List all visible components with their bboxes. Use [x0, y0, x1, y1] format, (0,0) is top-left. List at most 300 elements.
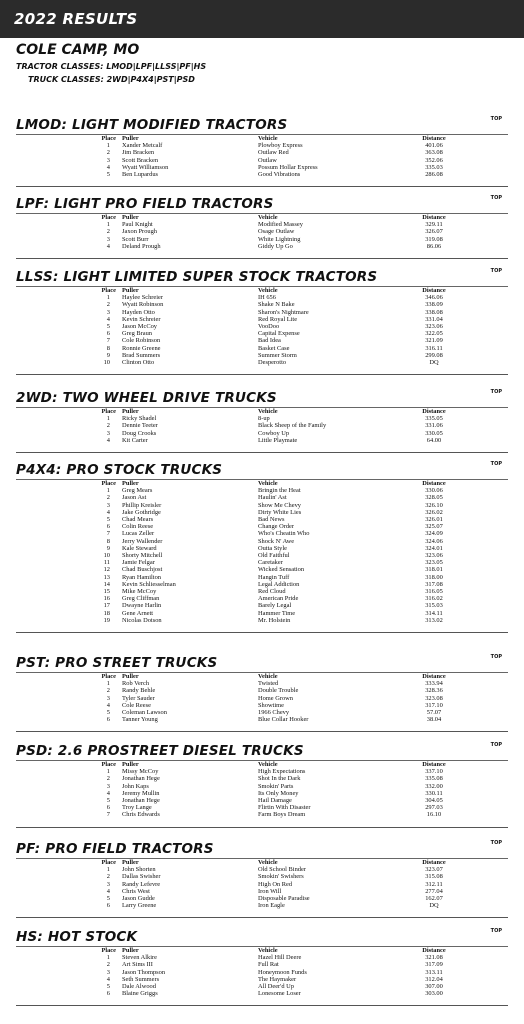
back-to-top-link[interactable]: TOP [490, 268, 502, 274]
table-row [16, 301, 508, 308]
vehicle-cell: Old Faithful [258, 552, 290, 560]
puller-cell: Haylee Schreier [122, 294, 163, 302]
vehicle-cell: Shock N' Awe [258, 537, 295, 545]
section-title: LLSS: LIGHT LIMITED SUPER STOCK TRACTORS [16, 269, 378, 285]
place-header: Place [101, 761, 116, 768]
vehicle-cell: Giddy Up Go [258, 242, 293, 250]
back-to-top-link[interactable]: TOP [490, 840, 502, 846]
vehicle-cell: Home Grown [258, 694, 293, 702]
results-table [16, 480, 508, 624]
distance-cell: 323.07 [425, 866, 443, 874]
vehicle-cell: Desperotto [258, 359, 287, 367]
distance-cell: 64.00 [426, 436, 442, 444]
results-section [0, 268, 524, 375]
distance-cell: 316.05 [425, 588, 443, 596]
spacer-cell [464, 709, 508, 716]
vehicle-cell: Basket Case [258, 344, 290, 352]
distance-cell: 326.01 [425, 516, 443, 524]
vehicle-cell: Capital Expense [258, 330, 300, 338]
spacer-cell [464, 352, 508, 359]
place-cell: 6 [106, 902, 110, 910]
table-row [16, 566, 508, 573]
spacer-cell [464, 415, 508, 422]
place-cell: 6 [106, 990, 110, 998]
puller-cell: Phillip Kreisler [122, 501, 162, 509]
vehicle-header: Vehicle [258, 408, 278, 415]
spacer-cell [464, 902, 508, 909]
spacer-cell [464, 761, 508, 768]
place-cell: 2 [106, 149, 110, 157]
section-title: 2WD: TWO WHEEL DRIVE TRUCKS [16, 390, 277, 406]
puller-cell: Jonathan Hege [122, 775, 160, 783]
section-bottom-rule [16, 186, 508, 187]
table-row [16, 316, 508, 323]
vehicle-cell: Smokin' Parts [258, 782, 294, 790]
table-row [16, 954, 508, 961]
table-header-row [16, 214, 508, 221]
puller-cell: Jamie Felgar [122, 559, 155, 567]
spacer-cell [464, 294, 508, 301]
spacer-cell [464, 502, 508, 509]
section-bottom-rule [16, 632, 508, 633]
back-to-top-link[interactable]: TOP [490, 195, 502, 201]
vehicle-cell: Disposable Paradise [258, 895, 310, 903]
vehicle-cell: Red Royal Lite [258, 315, 298, 323]
results-section [0, 840, 524, 918]
place-cell: 8 [106, 344, 110, 352]
vehicle-cell: Hangin Tuff [258, 573, 290, 581]
puller-cell: Jerry Wallender [122, 537, 163, 545]
distance-cell: 324.01 [425, 544, 443, 552]
back-to-top-link[interactable]: TOP [490, 389, 502, 395]
spacer-cell [464, 516, 508, 523]
table-row [16, 702, 508, 709]
vehicle-cell: Hammer Time [258, 609, 296, 617]
spacer-cell [464, 976, 508, 983]
distance-header: Distance [422, 673, 446, 680]
section-bottom-rule [16, 258, 508, 259]
puller-header: Puller [122, 287, 139, 294]
puller-header: Puller [122, 214, 139, 221]
table-row [16, 969, 508, 976]
place-cell: 3 [106, 880, 110, 888]
vehicle-cell: Summer Storm [258, 351, 297, 359]
vehicle-cell: Plowboy Express [258, 142, 303, 150]
distance-cell: 323.06 [425, 552, 443, 560]
event-location: COLE CAMP, MO [16, 42, 140, 58]
spacer-cell [464, 581, 508, 588]
place-cell: 2 [106, 228, 110, 236]
puller-cell: John Kaps [122, 782, 149, 790]
spacer-cell [464, 873, 508, 880]
distance-cell: 307.00 [425, 983, 443, 991]
table-row [16, 538, 508, 545]
spacer-cell [464, 716, 508, 723]
vehicle-cell: Little Playmate [258, 436, 298, 444]
distance-cell: 321.09 [425, 337, 443, 345]
table-row [16, 695, 508, 702]
puller-cell: Jake Gothridge [122, 508, 161, 516]
spacer-cell [464, 783, 508, 790]
vehicle-header: Vehicle [258, 214, 278, 221]
puller-cell: Clinton Otto [122, 359, 155, 367]
spacer-cell [464, 983, 508, 990]
puller-cell: Greg Braun [122, 330, 152, 338]
spacer-cell [464, 330, 508, 337]
distance-cell: 321.08 [425, 954, 443, 962]
place-cell: 18 [103, 609, 110, 617]
puller-cell: Gene Arnett [122, 609, 154, 617]
place-cell: 3 [106, 308, 110, 316]
place-cell: 3 [106, 235, 110, 243]
table-row [16, 430, 508, 437]
distance-header: Distance [422, 214, 446, 221]
table-row [16, 588, 508, 595]
spacer-cell [464, 859, 508, 866]
results-section [0, 928, 524, 1006]
table-row [16, 352, 508, 359]
table-row [16, 221, 508, 228]
distance-cell: 337.10 [425, 768, 443, 776]
truck-classes: TRUCK CLASSES: 2WD|P4X4|PST|PSD [28, 75, 195, 84]
distance-header: Distance [422, 480, 446, 487]
section-title: PSD: 2.6 PROSTREET DIESEL TRUCKS [16, 743, 304, 759]
results-table [16, 214, 508, 250]
spacer-cell [464, 171, 508, 178]
table-row [16, 976, 508, 983]
place-cell: 2 [106, 873, 110, 881]
puller-header: Puller [122, 761, 139, 768]
page-title: 2022 RESULTS [14, 10, 138, 28]
spacer-cell [464, 509, 508, 516]
puller-header: Puller [122, 947, 139, 954]
vehicle-cell: Possum Hollar Express [258, 163, 318, 171]
vehicle-cell: Shake N Bake [258, 301, 295, 309]
distance-header: Distance [422, 761, 446, 768]
puller-cell: Jaxon Prough [122, 228, 157, 236]
back-to-top-link[interactable]: TOP [490, 116, 502, 122]
table-row [16, 895, 508, 902]
distance-cell: 313.02 [425, 616, 443, 624]
table-row [16, 595, 508, 602]
table-row [16, 359, 508, 366]
spacer-cell [464, 345, 508, 352]
distance-cell: 322.05 [425, 330, 443, 338]
spacer-cell [464, 947, 508, 954]
table-row [16, 709, 508, 716]
distance-cell: 326.07 [425, 228, 443, 236]
distance-header: Distance [422, 859, 446, 866]
spacer-cell [464, 422, 508, 429]
vehicle-cell: Caretaker [258, 559, 283, 567]
distance-cell: 316.02 [425, 595, 443, 603]
section-bottom-rule [16, 827, 508, 828]
spacer-cell [464, 811, 508, 818]
table-row [16, 345, 508, 352]
spacer-cell [464, 702, 508, 709]
spacer-cell [464, 301, 508, 308]
distance-cell: 363.08 [425, 149, 443, 157]
place-cell: 7 [106, 811, 110, 819]
spacer-cell [464, 588, 508, 595]
distance-cell: 329.11 [425, 221, 443, 229]
distance-cell: 162.07 [425, 895, 443, 903]
section-bottom-rule [16, 374, 508, 375]
distance-cell: 313.11 [425, 968, 443, 976]
table-row [16, 716, 508, 723]
results-section [0, 461, 524, 633]
distance-cell: 38.04 [426, 716, 442, 724]
spacer-cell [464, 545, 508, 552]
place-cell: 9 [106, 544, 110, 552]
puller-cell: Jonathan Hege [122, 797, 160, 805]
place-cell: 17 [103, 602, 110, 610]
spacer-cell [464, 538, 508, 545]
table-row [16, 337, 508, 344]
distance-cell: 326.10 [425, 501, 443, 509]
table-row [16, 487, 508, 494]
place-cell: 5 [106, 983, 110, 991]
section-bottom-rule [16, 731, 508, 732]
vehicle-cell: High Expectations [258, 768, 306, 776]
distance-cell: 323.06 [425, 323, 443, 331]
distance-cell: 277.04 [425, 887, 443, 895]
place-cell: 4 [106, 701, 110, 709]
table-row [16, 790, 508, 797]
puller-cell: Kevin Schreier [122, 315, 161, 323]
place-header: Place [101, 214, 116, 221]
puller-cell: Wyatt Robinson [122, 301, 164, 309]
place-cell: 4 [106, 975, 110, 983]
spacer-cell [464, 236, 508, 243]
puller-cell: Tyler Sauder [122, 694, 155, 702]
vehicle-cell: Haulin' Ast [258, 494, 287, 502]
puller-cell: Deland Prough [122, 242, 161, 250]
place-header: Place [101, 408, 116, 415]
vehicle-cell: Old School Binder [258, 866, 306, 874]
distance-cell: 352.06 [425, 156, 443, 164]
puller-cell: Jeremy Mullin [122, 789, 160, 797]
distance-cell: 346.06 [425, 294, 443, 302]
spacer-cell [464, 437, 508, 444]
table-row [16, 309, 508, 316]
distance-cell: 57.07 [426, 709, 442, 717]
table-header-row [16, 287, 508, 294]
vehicle-header: Vehicle [258, 947, 278, 954]
table-row [16, 866, 508, 873]
vehicle-header: Vehicle [258, 673, 278, 680]
back-to-top-link[interactable]: TOP [490, 654, 502, 660]
distance-cell: 315.08 [425, 873, 443, 881]
distance-cell: 325.07 [425, 523, 443, 531]
table-header-row [16, 408, 508, 415]
puller-cell: Scott Bracken [122, 156, 159, 164]
place-cell: 4 [106, 242, 110, 250]
place-cell: 1 [106, 221, 110, 229]
puller-cell: Blaine Griggs [122, 990, 158, 998]
table-row [16, 552, 508, 559]
place-cell: 10 [103, 552, 110, 560]
vehicle-cell: Its Only Money [258, 789, 299, 797]
spacer-cell [464, 595, 508, 602]
distance-cell: 317.10 [425, 701, 443, 709]
table-row [16, 902, 508, 909]
puller-header: Puller [122, 480, 139, 487]
back-to-top-link[interactable]: TOP [490, 742, 502, 748]
puller-cell: Dwayne Harlin [122, 602, 162, 610]
vehicle-cell: Wicked Sensation [258, 566, 305, 574]
table-row [16, 323, 508, 330]
results-table [16, 761, 508, 819]
vehicle-cell: Shot In the Dark [258, 775, 301, 783]
vehicle-cell: Cowboy Up [258, 429, 290, 437]
puller-cell: Jason Ast [122, 494, 147, 502]
place-cell: 1 [106, 294, 110, 302]
spacer-cell [464, 680, 508, 687]
table-row [16, 768, 508, 775]
vehicle-cell: Farm Boys Dream [258, 811, 306, 819]
table-row [16, 559, 508, 566]
puller-cell: Steven Alkire [122, 954, 157, 962]
place-cell: 2 [106, 775, 110, 783]
puller-cell: Chris Edwards [122, 811, 160, 819]
distance-cell: 330.11 [425, 789, 443, 797]
puller-cell: Dennie Teeter [122, 422, 158, 430]
distance-cell: 16.10 [426, 811, 442, 819]
distance-cell: 333.94 [425, 680, 443, 688]
place-cell: 6 [106, 330, 110, 338]
puller-cell: Ronnie Greene [122, 344, 161, 352]
puller-cell: Jason McCoy [122, 323, 157, 331]
spacer-cell [464, 337, 508, 344]
distance-cell: 328.36 [425, 687, 443, 695]
table-row [16, 228, 508, 235]
back-to-top-link[interactable]: TOP [490, 928, 502, 934]
spacer-cell [464, 602, 508, 609]
distance-cell: 335.08 [425, 775, 443, 783]
place-cell: 4 [106, 887, 110, 895]
puller-cell: Ricky Shadel [122, 415, 157, 423]
table-row [16, 415, 508, 422]
spacer-cell [464, 990, 508, 997]
place-header: Place [101, 135, 116, 142]
distance-header: Distance [422, 287, 446, 294]
vehicle-cell: Twisted [258, 680, 279, 688]
vehicle-cell: Modified Massey [258, 221, 303, 229]
distance-cell: 338.09 [425, 301, 443, 309]
table-row [16, 502, 508, 509]
place-cell: 1 [106, 866, 110, 874]
vehicle-cell: Iron Will [258, 887, 282, 895]
place-cell: 5 [106, 516, 110, 524]
puller-cell: Kale Steward [122, 544, 157, 552]
table-row [16, 990, 508, 997]
place-cell: 3 [106, 429, 110, 437]
puller-cell: Rob Verch [122, 680, 150, 688]
distance-cell: 299.08 [425, 351, 443, 359]
spacer-cell [464, 895, 508, 902]
section-title: HS: HOT STOCK [16, 929, 138, 945]
puller-cell: Tanner Young [122, 716, 158, 724]
table-row [16, 164, 508, 171]
distance-cell: 316.11 [425, 344, 443, 352]
table-row [16, 149, 508, 156]
place-cell: 1 [106, 142, 110, 150]
puller-cell: John Shorten [122, 866, 156, 874]
puller-cell: Mike McCoy [122, 588, 157, 596]
table-row [16, 888, 508, 895]
vehicle-cell: 1966 Chevy [258, 709, 290, 717]
puller-cell: Cole Robinson [122, 337, 161, 345]
table-row [16, 574, 508, 581]
vehicle-cell: Good Vibrations [258, 171, 301, 179]
section-bottom-rule [16, 1005, 508, 1006]
vehicle-header: Vehicle [258, 480, 278, 487]
section-title: PF: PRO FIELD TRACTORS [16, 841, 214, 857]
puller-cell: Colin Reese [122, 523, 154, 531]
distance-cell: 323.05 [425, 559, 443, 567]
vehicle-cell: VooDoo [258, 323, 280, 331]
distance-cell: 330.06 [425, 487, 443, 495]
table-row [16, 797, 508, 804]
puller-cell: Dallas Swisher [122, 873, 161, 881]
table-row [16, 545, 508, 552]
spacer-cell [464, 214, 508, 221]
vehicle-cell: Showtime [258, 701, 284, 709]
spacer-cell [464, 228, 508, 235]
spacer-cell [464, 316, 508, 323]
distance-cell: 401.06 [425, 142, 443, 150]
results-table [16, 408, 508, 444]
puller-cell: Lucas Zeller [122, 530, 155, 538]
distance-cell: 297.03 [425, 804, 443, 812]
vehicle-cell: Bad Idea [258, 337, 281, 345]
vehicle-cell: Show Me Chevy [258, 501, 301, 509]
class-list [16, 60, 524, 86]
puller-cell: Nicolas Dotson [122, 616, 162, 624]
spacer-cell [464, 243, 508, 250]
table-row [16, 602, 508, 609]
place-cell: 9 [106, 351, 110, 359]
vehicle-cell: Bringin the Heat [258, 487, 301, 495]
spacer-cell [464, 673, 508, 680]
spacer-cell [464, 149, 508, 156]
distance-cell: 335.05 [425, 415, 443, 423]
vehicle-cell: Blue Collar Hooker [258, 716, 309, 724]
vehicle-cell: Double Trouble [258, 687, 299, 695]
puller-header: Puller [122, 859, 139, 866]
puller-cell: Wyatt Williamson [122, 163, 169, 171]
vehicle-header: Vehicle [258, 761, 278, 768]
vehicle-cell: American Pride [258, 595, 299, 603]
table-header-row [16, 859, 508, 866]
vehicle-cell: Iron Eagle [258, 902, 285, 910]
place-cell: 6 [106, 523, 110, 531]
back-to-top-link[interactable]: TOP [490, 461, 502, 467]
spacer-cell [464, 480, 508, 487]
table-header-row [16, 480, 508, 487]
spacer-cell [464, 610, 508, 617]
place-cell: 8 [106, 537, 110, 545]
puller-cell: Randy Lefevre [122, 880, 161, 888]
vehicle-header: Vehicle [258, 287, 278, 294]
table-row [16, 422, 508, 429]
spacer-cell [464, 287, 508, 294]
vehicle-cell: Full Rat [258, 961, 279, 969]
place-cell: 4 [106, 436, 110, 444]
puller-cell: Jason Thompson [122, 968, 166, 976]
puller-cell: Randy Behle [122, 687, 156, 695]
